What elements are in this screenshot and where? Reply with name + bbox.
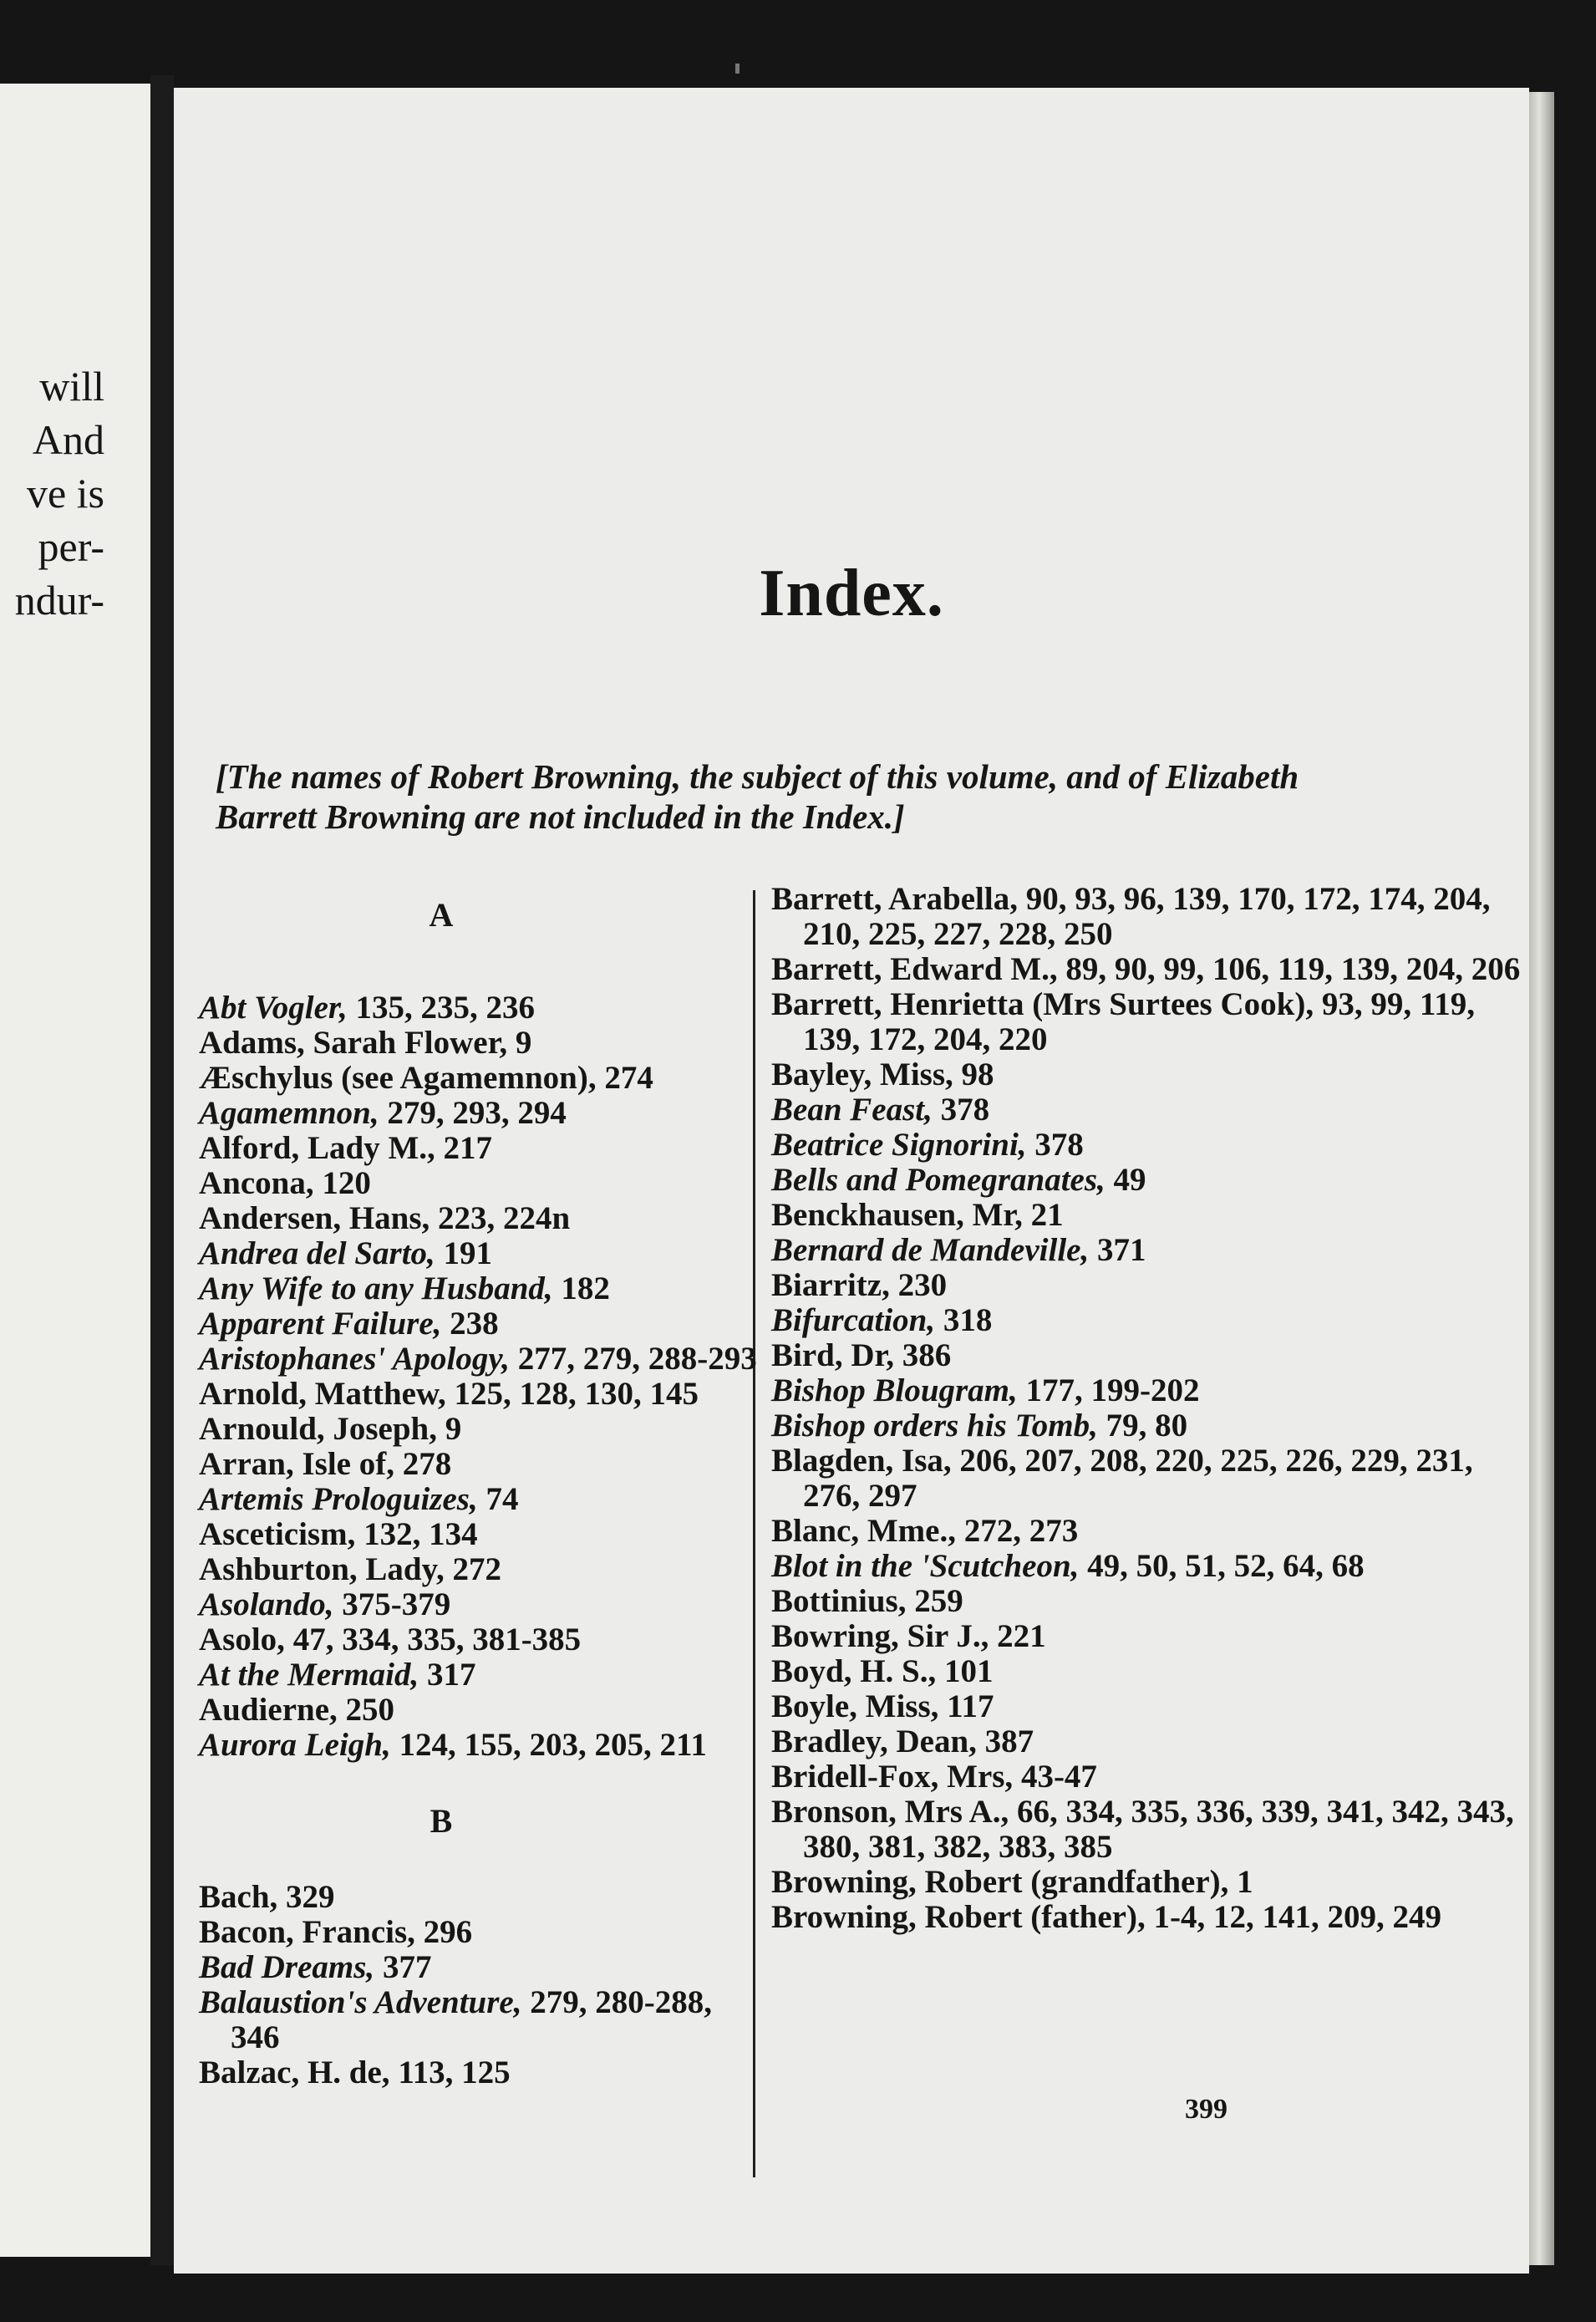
index-entry xyxy=(771,1759,1530,1795)
entry-name: Bradley, Dean, xyxy=(771,1724,977,1759)
page-edge xyxy=(1529,92,1554,2265)
entry-pages: 9 xyxy=(445,1411,462,1447)
entry-pages: 117 xyxy=(947,1688,994,1724)
entry-name: Bridell-Fox, Mrs, xyxy=(771,1759,1014,1795)
entry-name: Bayley, Miss, xyxy=(771,1057,953,1092)
entry-name: Æschylus (see Agamemnon), xyxy=(199,1060,597,1096)
index-entry xyxy=(199,1131,765,1166)
index-entry xyxy=(199,990,765,1026)
entry-pages: 272, 273 xyxy=(963,1513,1079,1549)
entry-pages: 223, 224n xyxy=(438,1200,571,1236)
entry-name: Bad Dreams, xyxy=(199,1949,375,1985)
index-entry xyxy=(199,1061,765,1096)
index-column-right xyxy=(771,881,1521,1935)
index-entry xyxy=(771,1373,1530,1408)
entry-pages: 378 xyxy=(940,1092,990,1128)
entry-name: Browning, Robert (father), xyxy=(771,1899,1146,1935)
entry-pages: 43-47 xyxy=(1020,1759,1097,1795)
index-entry xyxy=(771,1619,1530,1654)
index-entry xyxy=(199,1622,765,1657)
entry-name: Abt Vogler, xyxy=(199,990,348,1026)
entry-name: Ashburton, Lady, xyxy=(199,1551,445,1587)
entry-name: Alford, Lady M., xyxy=(199,1130,435,1166)
entry-name: Arnold, Matthew, xyxy=(199,1376,446,1412)
entry-pages: 387 xyxy=(984,1724,1034,1759)
entry-pages: 74 xyxy=(485,1481,519,1517)
entry-pages: 277, 279, 288-293 xyxy=(517,1341,757,1377)
index-entry xyxy=(199,1306,765,1342)
entry-name: Boyle, Miss, xyxy=(771,1688,939,1724)
facing-page-line: per- xyxy=(38,523,104,570)
entry-pages: 90, 93, 96, 139, 170, 172, 174, 204, 210, 225, 227, 228, 250 xyxy=(803,881,1491,952)
section-letter: B xyxy=(429,1802,453,1840)
book-gutter xyxy=(150,75,174,2265)
index-entry xyxy=(199,1447,765,1482)
index-entry xyxy=(199,1482,765,1517)
entry-name: Bottinius, xyxy=(771,1583,907,1619)
entry-name: Adams, Sarah Flower, xyxy=(199,1025,508,1061)
facing-page-line: will xyxy=(39,363,104,410)
entry-name: Benckhausen, Mr, xyxy=(771,1197,1023,1233)
entry-name: Bean Feast, xyxy=(771,1092,933,1128)
entry-pages: 230 xyxy=(897,1267,948,1303)
index-entry xyxy=(771,1303,1530,1338)
entry-name: Arnould, Joseph, xyxy=(199,1411,437,1447)
entry-pages: 101 xyxy=(943,1653,994,1689)
entry-name: Agamemnon, xyxy=(199,1095,379,1131)
entry-pages: 206, 207, 208, 220, 225, 226, 229, 231, 276, 297 xyxy=(803,1443,1473,1514)
entry-name: Bifurcation, xyxy=(771,1302,936,1338)
entry-name: Bishop Blougram, xyxy=(771,1372,1018,1408)
index-entry xyxy=(771,1408,1530,1444)
entry-name: Bacon, Francis, xyxy=(199,1914,415,1950)
index-entry xyxy=(199,2055,765,2090)
index-entry xyxy=(199,1985,765,2055)
entry-pages: 1-4, 12, 141, 209, 249 xyxy=(1153,1899,1441,1935)
index-entry xyxy=(771,1514,1530,1549)
entry-pages: 21 xyxy=(1030,1197,1064,1233)
entry-pages: 238 xyxy=(450,1306,499,1342)
index-entry xyxy=(199,1412,765,1447)
entry-pages: 49 xyxy=(1113,1162,1146,1198)
entry-name: Bach, xyxy=(199,1879,278,1915)
entry-pages: 274 xyxy=(604,1060,653,1096)
index-entry xyxy=(771,987,1530,1057)
index-entry xyxy=(199,1026,765,1061)
index-entry xyxy=(771,1900,1530,1935)
entry-name: Asceticism, xyxy=(199,1516,356,1552)
page-title: Index. xyxy=(759,557,944,630)
scan-mark xyxy=(735,64,740,74)
entry-name: Bernard de Mandeville, xyxy=(771,1232,1090,1268)
entry-name: Audierne, xyxy=(199,1692,338,1728)
entry-pages: 250 xyxy=(345,1692,394,1728)
index-entry xyxy=(771,1584,1530,1619)
entry-pages: 279, 293, 294 xyxy=(387,1095,567,1131)
section-letter: A xyxy=(429,896,454,934)
entry-name: Ancona, xyxy=(199,1165,314,1201)
entry-pages: 9 xyxy=(515,1025,532,1061)
facing-page-text xyxy=(0,359,104,627)
index-entry xyxy=(199,1693,765,1728)
facing-page-line: ndur- xyxy=(14,577,104,624)
entry-pages: 318 xyxy=(943,1302,993,1338)
entry-name: Barrett, Henrietta (Mrs Surtees Cook), xyxy=(771,986,1314,1022)
entry-name: Aurora Leigh, xyxy=(199,1727,391,1763)
entry-name: Bronson, Mrs A., xyxy=(771,1794,1009,1830)
facing-page xyxy=(0,84,150,2257)
entry-pages: 98 xyxy=(961,1057,994,1092)
entry-name: Biarritz, xyxy=(771,1267,890,1303)
entry-name: Aristophanes' Apology, xyxy=(199,1341,511,1377)
entry-name: Bowring, Sir J., xyxy=(771,1618,989,1654)
entry-name: Apparent Failure, xyxy=(199,1306,442,1342)
entry-name: Blanc, Mme., xyxy=(771,1513,956,1549)
entry-pages: 329 xyxy=(286,1879,335,1915)
entry-name: Browning, Robert (grandfather), xyxy=(771,1864,1229,1900)
facing-page-line: ve is xyxy=(26,470,104,517)
entry-name: Blot in the 'Scutcheon, xyxy=(771,1548,1080,1584)
index-entry xyxy=(199,1950,765,1985)
entry-name: Bird, Dr, xyxy=(771,1337,894,1373)
entry-pages: 386 xyxy=(902,1337,952,1373)
index-page xyxy=(174,88,1529,2274)
entry-name: At the Mermaid, xyxy=(199,1657,419,1693)
index-entry xyxy=(199,1201,765,1236)
entry-pages: 377 xyxy=(382,1949,432,1985)
index-entry xyxy=(199,1587,765,1622)
entry-pages: 317 xyxy=(427,1657,476,1693)
entry-pages: 279, 280-288, 346 xyxy=(231,1984,712,2055)
entry-name: Andersen, Hans, xyxy=(199,1200,430,1236)
entry-pages: 296 xyxy=(423,1914,473,1950)
entry-pages: 177, 199-202 xyxy=(1025,1372,1200,1408)
index-entry xyxy=(771,1092,1530,1128)
index-entry xyxy=(199,1915,765,1950)
index-entry xyxy=(771,1654,1530,1689)
entry-name: Balaustion's Adventure, xyxy=(199,1984,522,2020)
index-entry xyxy=(771,1057,1530,1092)
entry-name: Asolando, xyxy=(199,1586,334,1622)
index-entry xyxy=(199,1342,765,1377)
entry-pages: 124, 155, 203, 205, 211 xyxy=(399,1727,707,1763)
index-entry xyxy=(199,1377,765,1412)
entry-name: Barrett, Arabella, xyxy=(771,881,1018,917)
entry-pages: 1 xyxy=(1237,1864,1253,1900)
entry-name: Arran, Isle of, xyxy=(199,1446,394,1482)
index-entry xyxy=(771,952,1530,987)
index-entry xyxy=(771,1128,1530,1163)
entry-name: Boyd, H. S., xyxy=(771,1653,937,1689)
index-entry xyxy=(771,1724,1530,1759)
entry-pages: 378 xyxy=(1034,1127,1084,1163)
index-entry xyxy=(199,1166,765,1201)
entry-pages: 93, 99, 119, 139, 172, 204, 220 xyxy=(803,986,1475,1057)
index-entry xyxy=(199,1552,765,1587)
index-entry xyxy=(771,1163,1530,1198)
index-entry xyxy=(771,1268,1530,1303)
entry-pages: 47, 334, 335, 381-385 xyxy=(292,1622,582,1657)
entry-name: Balzac, H. de, xyxy=(199,2055,390,2090)
index-entry xyxy=(771,1198,1530,1233)
index-entry xyxy=(771,1444,1530,1514)
entry-pages: 272 xyxy=(452,1551,501,1587)
index-entry xyxy=(199,1236,765,1271)
entry-name: Asolo, xyxy=(199,1622,285,1657)
index-entry xyxy=(771,1689,1530,1724)
entry-name: Bells and Pomegranates, xyxy=(771,1162,1106,1198)
entry-pages: 79, 80 xyxy=(1106,1408,1188,1444)
entry-pages: 217 xyxy=(443,1130,492,1166)
entry-name: Bishop orders his Tomb, xyxy=(771,1408,1098,1444)
entry-pages: 132, 134 xyxy=(363,1516,478,1552)
facing-page-line: And xyxy=(32,416,104,463)
entry-pages: 125, 128, 130, 145 xyxy=(454,1376,699,1412)
entry-name: Blagden, Isa, xyxy=(771,1443,952,1479)
index-entry xyxy=(199,1271,765,1306)
entry-pages: 135, 235, 236 xyxy=(355,990,535,1026)
entry-pages: 113, 125 xyxy=(398,2055,511,2090)
index-entry xyxy=(199,1880,765,1915)
entry-name: Barrett, Edward M., xyxy=(771,951,1058,987)
index-entry xyxy=(199,1657,765,1693)
entry-pages: 371 xyxy=(1096,1232,1146,1268)
index-note: [The names of Robert Browning, the subject of this volume, and of Elizabeth Barrett Browning are not included in the Index.] xyxy=(216,757,1299,836)
entry-pages: 191 xyxy=(443,1235,493,1271)
entry-pages: 49, 50, 51, 52, 64, 68 xyxy=(1087,1548,1365,1584)
index-entry xyxy=(199,1096,765,1131)
index-entry xyxy=(771,1795,1530,1865)
index-entry xyxy=(771,1865,1530,1900)
entry-pages: 120 xyxy=(322,1165,371,1201)
index-entry xyxy=(771,1233,1530,1268)
index-column-left xyxy=(199,882,757,2090)
entry-pages: 259 xyxy=(914,1583,963,1619)
index-entry xyxy=(771,882,1530,952)
index-entry xyxy=(199,1728,765,1763)
entry-pages: 375-379 xyxy=(342,1586,451,1622)
entry-pages: 89, 90, 99, 106, 119, 139, 204, 206 xyxy=(1065,951,1521,987)
entry-pages: 66, 334, 335, 336, 339, 341, 342, 343, 380, 381, 382, 383, 385 xyxy=(803,1794,1514,1865)
entry-name: Andrea del Sarto, xyxy=(199,1235,435,1271)
index-entry xyxy=(771,1338,1530,1373)
entry-name: Artemis Prologuizes, xyxy=(199,1481,478,1517)
page-number: 399 xyxy=(1185,2094,1227,2125)
index-entry xyxy=(199,1517,765,1552)
entry-pages: 182 xyxy=(561,1270,610,1306)
entry-name: Beatrice Signorini, xyxy=(771,1127,1027,1163)
entry-pages: 278 xyxy=(402,1446,452,1482)
index-entry xyxy=(771,1549,1530,1584)
entry-pages: 221 xyxy=(997,1618,1046,1654)
entry-name: Any Wife to any Husband, xyxy=(199,1270,553,1306)
